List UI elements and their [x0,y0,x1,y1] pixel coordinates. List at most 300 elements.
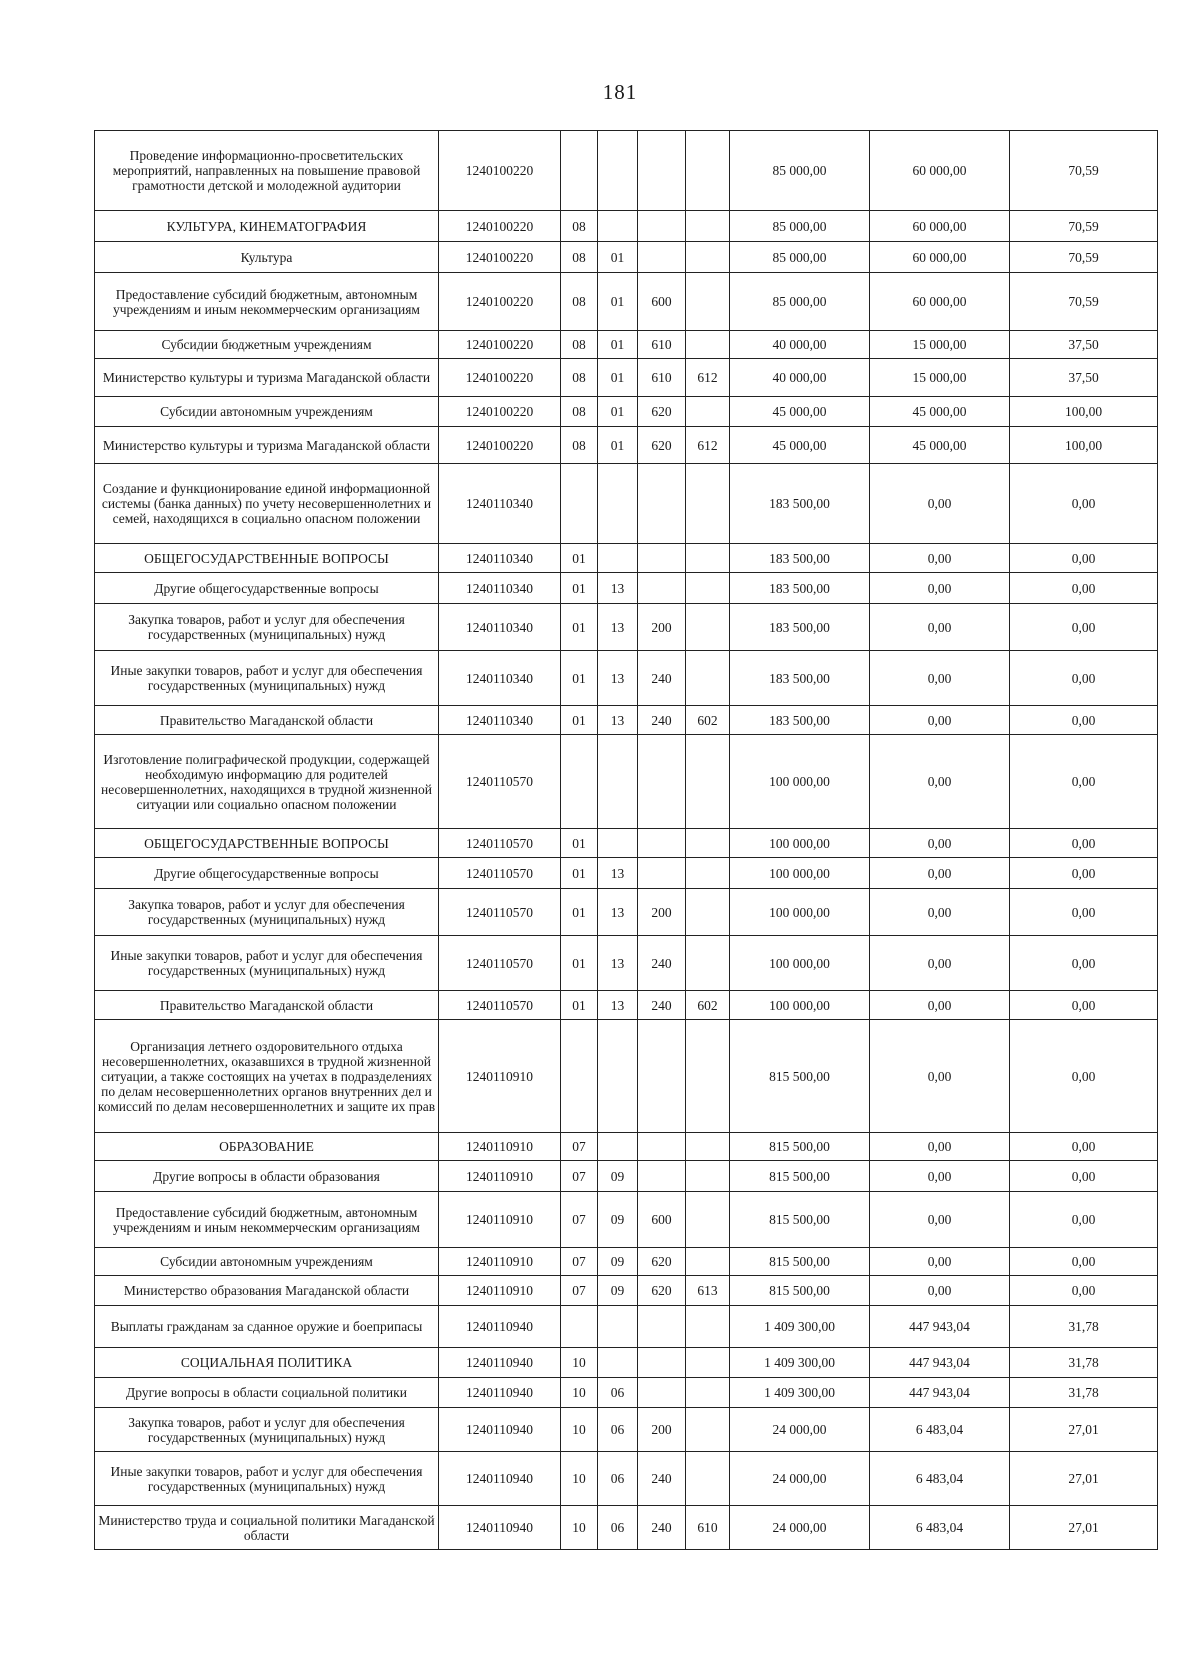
table-row [95,1161,1158,1192]
cell-executed: 0,00 [870,1192,1010,1248]
cell-subsection: 06 [598,1378,638,1408]
cell-name: Другие общегосударственные вопросы [95,858,439,889]
cell-expense-type: 240 [638,651,686,706]
cell-planned: 183 500,00 [730,544,870,573]
page-number: 181 [602,80,638,104]
cell-name: Субсидии автономным учреждениям [95,1248,439,1276]
table-row [95,464,1158,544]
table-row [95,544,1158,573]
cell-subsection: 13 [598,936,638,991]
cell-subsection [598,735,638,829]
cell-name: Министерство культуры и туризма Магаданской области [95,427,439,464]
table-row [95,1133,1158,1161]
cell-name: Иные закупки товаров, работ и услуг для обеспечения государственных (муниципальных) нужд [95,936,439,991]
cell-planned: 100 000,00 [730,936,870,991]
cell-section: 01 [561,991,598,1020]
cell-percent: 27,01 [1010,1408,1158,1452]
cell-section: 08 [561,397,598,427]
cell-percent: 0,00 [1010,464,1158,544]
cell-executed: 0,00 [870,706,1010,735]
cell-expense-type: 600 [638,1192,686,1248]
cell-admin-code [686,936,730,991]
cell-planned: 100 000,00 [730,735,870,829]
table-row [95,427,1158,464]
cell-percent: 70,59 [1010,211,1158,242]
cell-percent: 37,50 [1010,359,1158,397]
cell-percent: 0,00 [1010,889,1158,936]
budget-table [94,130,1158,1550]
cell-expense-type [638,858,686,889]
cell-subsection: 01 [598,242,638,273]
cell-subsection: 09 [598,1248,638,1276]
cell-section: 10 [561,1408,598,1452]
cell-target-code: 1240110570 [439,829,561,858]
cell-section: 08 [561,211,598,242]
cell-subsection [598,464,638,544]
cell-expense-type [638,1133,686,1161]
cell-planned: 183 500,00 [730,464,870,544]
cell-admin-code [686,651,730,706]
cell-admin-code: 610 [686,1506,730,1550]
cell-executed: 0,00 [870,1248,1010,1276]
cell-expense-type [638,829,686,858]
cell-expense-type [638,211,686,242]
cell-target-code: 1240110910 [439,1192,561,1248]
cell-name: Изготовление полиграфической продукции, содержащей необходимую информацию для родителей несовершеннолетних, находящихся в трудной жизненной ситуации или социально опасном положении [95,735,439,829]
cell-target-code: 1240110940 [439,1408,561,1452]
cell-section [561,1020,598,1133]
cell-expense-type: 610 [638,359,686,397]
cell-admin-code: 602 [686,991,730,1020]
cell-name: Закупка товаров, работ и услуг для обеспечения государственных (муниципальных) нужд [95,889,439,936]
cell-percent: 31,78 [1010,1348,1158,1378]
table-row [95,1452,1158,1506]
cell-planned: 183 500,00 [730,651,870,706]
cell-name: Организация летнего оздоровительного отдыха несовершеннолетних, оказавшихся в трудной жизненной ситуации, а также состоящих на учетах в подразделениях по делам несовершеннолетних органов внутренних дел и комиссий по делам несовершеннолетних и защите их прав [95,1020,439,1133]
cell-expense-type: 620 [638,397,686,427]
cell-target-code: 1240100220 [439,242,561,273]
cell-admin-code [686,573,730,604]
cell-section [561,735,598,829]
cell-target-code: 1240110940 [439,1378,561,1408]
cell-target-code: 1240110570 [439,735,561,829]
cell-planned: 85 000,00 [730,242,870,273]
cell-planned: 40 000,00 [730,331,870,359]
cell-target-code: 1240110910 [439,1248,561,1276]
cell-executed: 0,00 [870,936,1010,991]
cell-executed: 447 943,04 [870,1378,1010,1408]
cell-planned: 40 000,00 [730,359,870,397]
table-row [95,889,1158,936]
cell-admin-code [686,1161,730,1192]
cell-target-code: 1240110910 [439,1133,561,1161]
cell-subsection: 06 [598,1452,638,1506]
cell-target-code: 1240110340 [439,544,561,573]
cell-percent: 70,59 [1010,242,1158,273]
cell-section: 01 [561,706,598,735]
table-row [95,573,1158,604]
cell-section [561,464,598,544]
cell-section: 10 [561,1378,598,1408]
cell-expense-type [638,1306,686,1348]
cell-name: Закупка товаров, работ и услуг для обеспечения государственных (муниципальных) нужд [95,1408,439,1452]
cell-planned: 815 500,00 [730,1192,870,1248]
cell-subsection: 13 [598,991,638,1020]
cell-percent: 0,00 [1010,991,1158,1020]
cell-executed: 60 000,00 [870,242,1010,273]
cell-admin-code [686,464,730,544]
cell-subsection: 01 [598,273,638,331]
cell-name: Другие общегосударственные вопросы [95,573,439,604]
cell-name: Предоставление субсидий бюджетным, автономным учреждениям и иным некоммерческим организациям [95,273,439,331]
cell-name: ОБЩЕГОСУДАРСТВЕННЫЕ ВОПРОСЫ [95,544,439,573]
cell-admin-code [686,1133,730,1161]
cell-expense-type [638,131,686,211]
cell-name: Создание и функционирование единой информационной системы (банка данных) по учету несовершеннолетних и семей, находящихся в социально опасном положении [95,464,439,544]
cell-section [561,1306,598,1348]
cell-subsection [598,1133,638,1161]
cell-planned: 183 500,00 [730,706,870,735]
table-row [95,331,1158,359]
cell-target-code: 1240100220 [439,331,561,359]
cell-executed: 0,00 [870,604,1010,651]
cell-executed: 6 483,04 [870,1408,1010,1452]
cell-section: 08 [561,359,598,397]
cell-name: Правительство Магаданской области [95,991,439,1020]
cell-planned: 24 000,00 [730,1506,870,1550]
cell-subsection [598,131,638,211]
cell-name: ОБРАЗОВАНИЕ [95,1133,439,1161]
cell-target-code: 1240100220 [439,359,561,397]
cell-expense-type: 240 [638,936,686,991]
cell-percent: 31,78 [1010,1378,1158,1408]
cell-name: Субсидии автономным учреждениям [95,397,439,427]
cell-section: 08 [561,427,598,464]
table-row [95,273,1158,331]
cell-executed: 15 000,00 [870,359,1010,397]
cell-admin-code [686,242,730,273]
cell-target-code: 1240100220 [439,211,561,242]
cell-planned: 85 000,00 [730,131,870,211]
cell-admin-code [686,1408,730,1452]
cell-subsection: 09 [598,1276,638,1306]
cell-section: 01 [561,858,598,889]
cell-name: Правительство Магаданской области [95,706,439,735]
cell-admin-code [686,1348,730,1378]
cell-subsection [598,829,638,858]
cell-expense-type: 240 [638,1506,686,1550]
cell-executed: 0,00 [870,1161,1010,1192]
cell-expense-type: 610 [638,331,686,359]
cell-target-code: 1240100220 [439,273,561,331]
cell-target-code: 1240110940 [439,1348,561,1378]
cell-planned: 45 000,00 [730,397,870,427]
cell-target-code: 1240110340 [439,706,561,735]
cell-percent: 0,00 [1010,936,1158,991]
table-row [95,1020,1158,1133]
cell-admin-code [686,1306,730,1348]
cell-planned: 85 000,00 [730,211,870,242]
cell-planned: 100 000,00 [730,829,870,858]
cell-executed: 0,00 [870,464,1010,544]
cell-admin-code: 613 [686,1276,730,1306]
table-row [95,604,1158,651]
cell-target-code: 1240110340 [439,573,561,604]
cell-executed: 60 000,00 [870,273,1010,331]
cell-executed: 0,00 [870,1276,1010,1306]
cell-expense-type [638,544,686,573]
cell-executed: 0,00 [870,829,1010,858]
cell-expense-type [638,735,686,829]
table-row [95,397,1158,427]
cell-percent: 31,78 [1010,1306,1158,1348]
cell-percent: 0,00 [1010,858,1158,889]
cell-name: Культура [95,242,439,273]
cell-expense-type: 620 [638,1276,686,1306]
table-row [95,991,1158,1020]
cell-admin-code [686,1248,730,1276]
cell-target-code: 1240110340 [439,464,561,544]
cell-section: 01 [561,604,598,651]
cell-executed: 447 943,04 [870,1306,1010,1348]
cell-executed: 447 943,04 [870,1348,1010,1378]
cell-planned: 815 500,00 [730,1020,870,1133]
cell-section: 10 [561,1348,598,1378]
cell-expense-type [638,1348,686,1378]
cell-executed: 45 000,00 [870,427,1010,464]
cell-section: 07 [561,1276,598,1306]
cell-section: 07 [561,1192,598,1248]
cell-subsection: 13 [598,573,638,604]
cell-target-code: 1240110940 [439,1506,561,1550]
cell-executed: 45 000,00 [870,397,1010,427]
cell-planned: 100 000,00 [730,889,870,936]
cell-target-code: 1240110570 [439,991,561,1020]
cell-expense-type [638,573,686,604]
cell-name: Другие вопросы в области образования [95,1161,439,1192]
cell-percent: 0,00 [1010,1276,1158,1306]
cell-section: 10 [561,1452,598,1506]
cell-subsection [598,1348,638,1378]
cell-planned: 24 000,00 [730,1452,870,1506]
cell-percent: 70,59 [1010,131,1158,211]
cell-name: Министерство труда и социальной политики Магаданской области [95,1506,439,1550]
cell-admin-code [686,211,730,242]
cell-subsection [598,544,638,573]
cell-executed: 0,00 [870,1133,1010,1161]
table-row [95,211,1158,242]
cell-admin-code [686,604,730,651]
cell-expense-type [638,1020,686,1133]
cell-subsection: 13 [598,651,638,706]
cell-section: 01 [561,936,598,991]
cell-percent: 0,00 [1010,544,1158,573]
cell-admin-code [686,131,730,211]
cell-percent: 0,00 [1010,604,1158,651]
cell-subsection [598,1306,638,1348]
cell-subsection [598,211,638,242]
cell-section: 10 [561,1506,598,1550]
table-row [95,706,1158,735]
cell-planned: 1 409 300,00 [730,1378,870,1408]
cell-expense-type: 240 [638,1452,686,1506]
cell-subsection [598,1020,638,1133]
cell-expense-type: 200 [638,889,686,936]
cell-admin-code [686,1192,730,1248]
cell-executed: 15 000,00 [870,331,1010,359]
table-row [95,735,1158,829]
cell-name: КУЛЬТУРА, КИНЕМАТОГРАФИЯ [95,211,439,242]
cell-target-code: 1240110910 [439,1276,561,1306]
cell-planned: 183 500,00 [730,573,870,604]
cell-section: 08 [561,273,598,331]
cell-executed: 0,00 [870,544,1010,573]
cell-admin-code [686,1452,730,1506]
cell-expense-type [638,242,686,273]
cell-target-code: 1240110570 [439,858,561,889]
cell-subsection: 01 [598,427,638,464]
cell-admin-code [686,1378,730,1408]
cell-subsection: 09 [598,1161,638,1192]
cell-section: 08 [561,242,598,273]
cell-name: Закупка товаров, работ и услуг для обеспечения государственных (муниципальных) нужд [95,604,439,651]
cell-executed: 6 483,04 [870,1452,1010,1506]
cell-target-code: 1240110340 [439,604,561,651]
cell-target-code: 1240100220 [439,427,561,464]
cell-target-code: 1240110570 [439,936,561,991]
cell-name: Иные закупки товаров, работ и услуг для обеспечения государственных (муниципальных) нужд [95,1452,439,1506]
cell-percent: 0,00 [1010,829,1158,858]
cell-admin-code [686,858,730,889]
cell-name: СОЦИАЛЬНАЯ ПОЛИТИКА [95,1348,439,1378]
cell-percent: 0,00 [1010,1161,1158,1192]
cell-target-code: 1240100220 [439,131,561,211]
cell-name: Министерство образования Магаданской области [95,1276,439,1306]
cell-percent: 0,00 [1010,1248,1158,1276]
cell-subsection: 06 [598,1408,638,1452]
cell-percent: 100,00 [1010,427,1158,464]
cell-admin-code [686,273,730,331]
cell-section: 08 [561,331,598,359]
cell-expense-type [638,1378,686,1408]
cell-planned: 815 500,00 [730,1133,870,1161]
table-row [95,131,1158,211]
cell-admin-code: 612 [686,427,730,464]
cell-percent: 0,00 [1010,573,1158,604]
cell-name: Другие вопросы в области социальной политики [95,1378,439,1408]
cell-executed: 0,00 [870,1020,1010,1133]
cell-subsection: 13 [598,889,638,936]
table-row [95,1276,1158,1306]
cell-planned: 815 500,00 [730,1276,870,1306]
table-body [95,131,1158,1550]
cell-expense-type: 240 [638,706,686,735]
table-row [95,829,1158,858]
cell-section: 07 [561,1248,598,1276]
cell-executed: 6 483,04 [870,1506,1010,1550]
cell-planned: 100 000,00 [730,991,870,1020]
cell-subsection: 13 [598,858,638,889]
cell-section: 01 [561,651,598,706]
cell-executed: 60 000,00 [870,131,1010,211]
cell-percent: 37,50 [1010,331,1158,359]
cell-percent: 0,00 [1010,1133,1158,1161]
cell-target-code: 1240110570 [439,889,561,936]
cell-planned: 45 000,00 [730,427,870,464]
cell-percent: 0,00 [1010,735,1158,829]
cell-subsection: 09 [598,1192,638,1248]
cell-target-code: 1240110910 [439,1161,561,1192]
cell-expense-type: 600 [638,273,686,331]
cell-section [561,131,598,211]
cell-admin-code [686,544,730,573]
cell-expense-type: 200 [638,604,686,651]
cell-admin-code [686,889,730,936]
table-row [95,242,1158,273]
cell-admin-code [686,397,730,427]
cell-subsection: 01 [598,397,638,427]
cell-section: 01 [561,829,598,858]
cell-percent: 0,00 [1010,706,1158,735]
cell-planned: 815 500,00 [730,1248,870,1276]
cell-percent: 0,00 [1010,1192,1158,1248]
cell-target-code: 1240110940 [439,1306,561,1348]
cell-planned: 85 000,00 [730,273,870,331]
cell-expense-type [638,1161,686,1192]
table-row [95,1378,1158,1408]
cell-planned: 1 409 300,00 [730,1306,870,1348]
cell-expense-type: 620 [638,427,686,464]
cell-subsection: 01 [598,331,638,359]
table-row [95,1348,1158,1378]
cell-name: ОБЩЕГОСУДАРСТВЕННЫЕ ВОПРОСЫ [95,829,439,858]
cell-expense-type: 240 [638,991,686,1020]
table-row [95,1192,1158,1248]
cell-percent: 100,00 [1010,397,1158,427]
cell-admin-code [686,735,730,829]
cell-executed: 0,00 [870,991,1010,1020]
cell-section: 07 [561,1133,598,1161]
cell-percent: 70,59 [1010,273,1158,331]
cell-subsection: 13 [598,706,638,735]
table-row [95,858,1158,889]
cell-section: 01 [561,889,598,936]
cell-target-code: 1240110940 [439,1452,561,1506]
cell-name: Субсидии бюджетным учреждениям [95,331,439,359]
cell-name: Иные закупки товаров, работ и услуг для обеспечения государственных (муниципальных) нужд [95,651,439,706]
cell-admin-code [686,829,730,858]
cell-name: Выплаты гражданам за сданное оружие и боеприпасы [95,1306,439,1348]
cell-subsection: 01 [598,359,638,397]
cell-planned: 100 000,00 [730,858,870,889]
cell-admin-code [686,1020,730,1133]
table-row [95,1506,1158,1550]
cell-target-code: 1240110910 [439,1020,561,1133]
cell-target-code: 1240110340 [439,651,561,706]
cell-executed: 0,00 [870,573,1010,604]
table-row [95,359,1158,397]
cell-section: 01 [561,573,598,604]
cell-percent: 27,01 [1010,1452,1158,1506]
cell-expense-type: 620 [638,1248,686,1276]
cell-name: Предоставление субсидий бюджетным, автономным учреждениям и иным некоммерческим организациям [95,1192,439,1248]
cell-planned: 183 500,00 [730,604,870,651]
cell-target-code: 1240100220 [439,397,561,427]
table-row [95,1306,1158,1348]
cell-name: Министерство культуры и туризма Магаданской области [95,359,439,397]
cell-expense-type [638,464,686,544]
cell-section: 01 [561,544,598,573]
